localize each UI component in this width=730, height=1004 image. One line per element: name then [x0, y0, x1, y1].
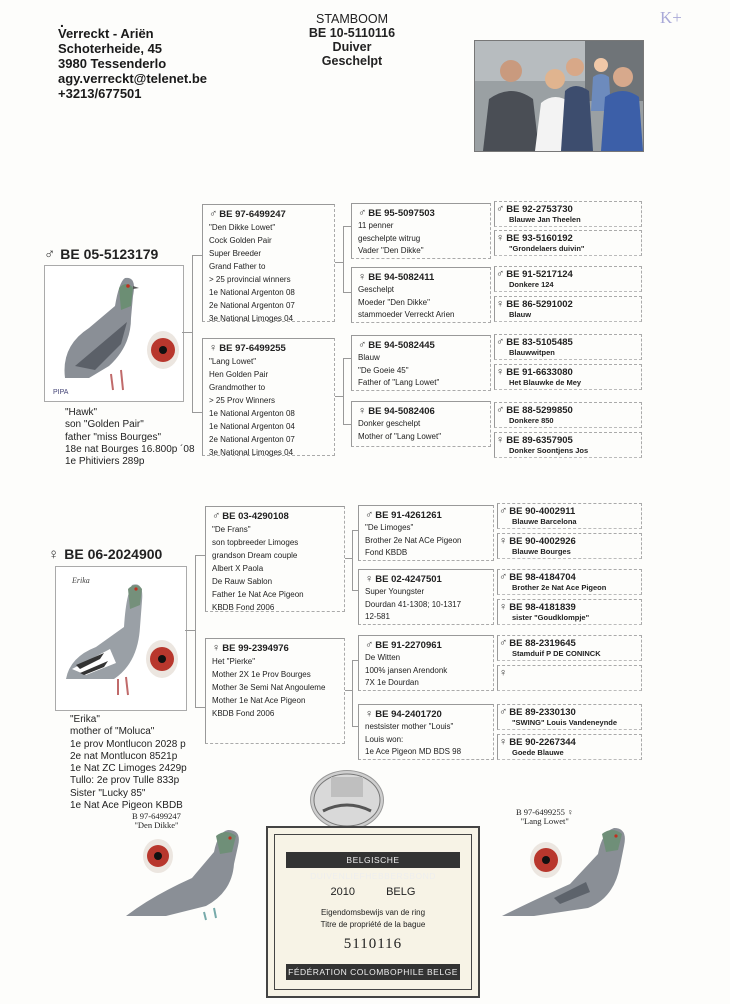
certificate-number: 5110116	[343, 936, 403, 952]
bottom-left-bird	[96, 812, 256, 922]
ring-number: BE 94-2401720	[375, 709, 442, 720]
ring-number: BE 83-5105485	[506, 337, 573, 348]
great-grandparent-box	[497, 599, 642, 625]
detail-line: "Lang Lowet"	[209, 357, 257, 366]
caption-line: 1e Nat ZC Limoges 2429p	[70, 763, 187, 775]
detail-line: Mother of "Lang Lowet"	[358, 431, 442, 441]
caption-line: "Erika"	[70, 714, 100, 725]
detail-line: 1e Ace Pigeon MD BDS 98	[365, 747, 462, 756]
detail-line: De Rauw Sablon	[212, 577, 273, 586]
detail-line: Hen Golden Pair	[209, 370, 269, 379]
detail-line: Mother 2X 1e Prov Bourges	[212, 670, 311, 679]
caption-line: father "miss Bourges"	[65, 431, 162, 443]
family-photo	[474, 40, 644, 152]
pedigree-header	[292, 12, 412, 68]
bottom-right-bird	[494, 808, 654, 922]
detail-line: grandson Dream couple	[212, 551, 298, 560]
detail-line: KBDB Fond 2006	[212, 603, 275, 612]
owner-city: 3980 Tessenderlo	[58, 56, 167, 71]
detail-line: > 25 Prov Winners	[209, 396, 276, 405]
father-caption	[65, 407, 195, 468]
detail-line: 11 penner	[358, 221, 394, 230]
medal-emblem	[310, 770, 384, 830]
male-symbol-icon: ♂	[499, 505, 508, 517]
ring-number: BE 02-4247501	[375, 574, 442, 585]
grandparent-box	[358, 704, 494, 760]
great-grandparent-box	[494, 201, 642, 227]
male-symbol-icon: ♂	[365, 509, 374, 521]
ring-number: BE 86-5291002	[506, 299, 573, 310]
great-grandparent-box	[497, 569, 642, 595]
detail-line: Donker geschelpt	[358, 419, 421, 428]
female-symbol-icon: ♀	[212, 642, 221, 654]
great-grandparent-box	[494, 432, 642, 458]
detail-line: 1e National Argenton 08	[209, 409, 295, 418]
detail-line: Father of "Lang Lowet"	[358, 378, 440, 387]
detail-line: 3e National Limoges 04	[209, 314, 294, 323]
ring-number: BE 98-4184704	[509, 572, 576, 583]
detail-line: Donkere 124	[509, 280, 554, 289]
great-grandparent-box	[497, 635, 642, 661]
detail-line: geschelpte witrug	[358, 233, 421, 243]
detail-line: Brother 2e Nat Ace Pigeon	[512, 583, 607, 592]
ring-number: BE 89-6357905	[506, 435, 573, 446]
ring-number: BE 97-6499255	[219, 343, 286, 354]
great-grandparent-box	[494, 230, 642, 256]
ring-number: BE 91-2270961	[375, 640, 442, 651]
male-symbol-icon: ♂	[212, 510, 221, 522]
detail-line: Donker Soontjens Jos	[509, 446, 589, 455]
detail-line: Mother 1e Nat Ace Pigeon	[212, 696, 306, 705]
great-grandparent-box	[494, 266, 642, 292]
dam-box	[202, 338, 335, 456]
grandparent-box	[351, 401, 491, 447]
mother-caption	[70, 714, 187, 812]
detail-line: "Grondelaers duivin"	[509, 244, 585, 253]
bird-name-label: "Den Dikke"	[134, 820, 179, 830]
male-symbol-icon: ♂	[499, 571, 508, 583]
detail-line: Brother 2e Nat ACe Pigeon	[365, 535, 462, 545]
detail-line: 7X 1e Dourdan	[365, 678, 419, 687]
ring-number: BE 97-6499247	[219, 209, 286, 220]
detail-line: Cock Golden Pair	[209, 236, 272, 245]
pipa-logo-text: PIPA	[53, 389, 69, 396]
detail-line: 1e National Argenton 08	[209, 288, 295, 297]
connector-line	[343, 292, 351, 293]
header-ring: BE 10-5110116	[308, 26, 396, 40]
detail-line: 1e National Argenton 04	[209, 422, 295, 431]
male-symbol-icon: ♂	[44, 246, 56, 263]
detail-line: Blauwe Jan Theelen	[509, 215, 581, 224]
father-photo	[44, 265, 184, 402]
female-symbol-icon: ♀	[48, 546, 60, 563]
owner-phone: +3213/677501	[58, 86, 142, 101]
connector-line	[343, 358, 344, 424]
ring-number: BE 03-4290108	[222, 511, 289, 522]
detail-line: Donkere 850	[509, 416, 554, 425]
detail-line: 12-581	[365, 612, 390, 621]
connector-line	[195, 555, 205, 556]
male-symbol-icon: ♂	[365, 639, 374, 651]
detail-line: Grand Father to	[209, 262, 266, 271]
male-symbol-icon: ♂	[496, 203, 505, 215]
grandparent-box	[351, 335, 491, 391]
detail-line: son topbreeder Limoges	[212, 538, 299, 547]
photo-name-text: Erika	[72, 576, 90, 585]
caption-line: "Hawk"	[65, 407, 98, 418]
connector-line	[192, 255, 202, 256]
great-grandparent-box	[497, 704, 642, 730]
connector-line	[352, 660, 353, 726]
ring-number: BE 95-5097503	[368, 208, 435, 219]
connector-line	[192, 412, 202, 413]
ring-number: BE 94-5082445	[368, 340, 435, 351]
detail-line: Geschelpt	[358, 285, 395, 294]
ring-number: BE 90-2267344	[509, 737, 576, 748]
certificate-line-fr: Titre de propriété de la bague	[320, 920, 426, 929]
female-symbol-icon: ♀	[499, 601, 508, 613]
connector-line	[345, 690, 352, 691]
connector-line	[195, 707, 205, 708]
sire-box	[202, 204, 335, 322]
male-symbol-icon: ♂	[496, 404, 505, 416]
female-symbol-icon: ♀	[499, 667, 508, 679]
caption-line: Sister "Lucky 85"	[70, 787, 146, 799]
detail-line: Blauwe Bourges	[512, 547, 571, 556]
detail-line: sister "Goudklompje"	[512, 613, 590, 622]
female-symbol-icon: ♀	[358, 405, 367, 417]
detail-line: 2e National Argenton 07	[209, 435, 295, 444]
detail-line: "Den Dikke Lowet"	[209, 223, 276, 232]
father-ring: BE 05-5123179	[60, 246, 159, 262]
detail-line: KBDB Fond 2006	[212, 709, 275, 718]
caption-line: 18e nat Bourges 16.800p ´08	[65, 443, 195, 455]
owner-street: Schoterheide, 45	[58, 41, 163, 56]
detail-line: Louis won:	[365, 734, 404, 744]
connector-line	[335, 262, 343, 263]
header-color: Geschelpt	[321, 54, 383, 68]
ring-number: BE 88-5299850	[506, 405, 573, 416]
detail-line: Super Youngster	[365, 587, 425, 596]
sire-box	[205, 506, 345, 612]
great-grandparent-box	[497, 503, 642, 529]
female-symbol-icon: ♀	[209, 342, 218, 354]
connector-line	[182, 332, 192, 333]
detail-line: "SWING" Louis Vandeneynde	[512, 718, 618, 727]
detail-line: Dourdan 41-1308; 10-1317	[365, 599, 462, 609]
owner-block	[58, 14, 208, 101]
male-symbol-icon: ♂	[358, 207, 367, 219]
bullet-dot: .	[60, 14, 64, 30]
great-grandparent-box	[497, 665, 642, 691]
female-symbol-icon: ♀	[496, 298, 505, 310]
certificate-org-fr: FÉDÉRATION COLOMBOPHILE BELGE	[286, 964, 460, 980]
detail-line: Blauw	[509, 310, 532, 319]
ring-number: BE 94-5082406	[368, 406, 435, 417]
detail-line: Blauwwitpen	[509, 348, 555, 357]
header-title: STAMBOOM	[316, 12, 388, 26]
detail-line: stammoeder Verreckt Arien	[358, 310, 455, 319]
bird-name-label: "Lang Lowet"	[520, 816, 569, 826]
ring-number: BE 88-2319645	[509, 638, 576, 649]
ring-number: BE 91-6633080	[506, 367, 573, 378]
caption-line: Tullo: 2e prov Tulle 833p	[70, 775, 180, 787]
header-sex: Duiver	[332, 40, 372, 54]
detail-line: Blauw	[358, 353, 380, 362]
detail-line: Albert X Paola	[212, 564, 264, 573]
caption-line: son "Golden Pair"	[65, 419, 144, 431]
female-symbol-icon: ♀	[499, 736, 508, 748]
detail-line: Stamduif P DE CONINCK	[512, 649, 601, 658]
ring-number: BE 90-4002926	[509, 536, 576, 547]
detail-line: Super Breeder	[209, 249, 262, 258]
handwritten-mark: K+	[660, 8, 682, 27]
dam-box	[205, 638, 345, 744]
detail-line: 3e National Limoges 04	[209, 448, 294, 457]
great-grandparent-box	[494, 364, 642, 390]
ring-number: BE 90-4002911	[509, 506, 576, 517]
detail-line: Het Blauwke de Mey	[509, 378, 582, 387]
connector-line	[195, 555, 196, 707]
connector-line	[352, 530, 353, 590]
ring-certificate	[266, 826, 480, 998]
detail-line: "De Frans"	[212, 525, 251, 534]
ring-number: BE 94-5082411	[368, 272, 435, 283]
caption-line: mother of "Moluca"	[70, 726, 155, 738]
male-symbol-icon: ♂	[499, 706, 508, 718]
caption-line: 1e Phitiviers 289p	[65, 456, 145, 468]
ring-number: BE 89-2330130	[509, 707, 576, 718]
detail-line: Father 1e Nat Ace Pigeon	[212, 590, 304, 599]
connector-line	[192, 255, 193, 412]
mother-ring: BE 06-2024900	[64, 546, 163, 562]
detail-line: 100% jansen Arendonk	[365, 665, 448, 675]
certificate-year: 2010	[330, 886, 356, 898]
great-grandparent-box	[497, 734, 642, 760]
ring-number: BE 99-2394976	[222, 643, 289, 654]
connector-line	[343, 424, 351, 425]
detail-line: "De Limoges"	[365, 523, 414, 532]
bird-ring-label: B 97-6499247	[132, 811, 181, 821]
detail-line: Blauwe Barcelona	[512, 517, 577, 526]
connector-line	[343, 358, 351, 359]
bird-ring-label: B 97-6499255	[516, 807, 565, 817]
detail-line: Mother 3e Semi Nat Angouleme	[212, 683, 326, 692]
ring-number: BE 93-5160192	[506, 233, 573, 244]
great-grandparent-box	[497, 533, 642, 559]
grandparent-box	[358, 635, 494, 691]
father-ring-heading	[44, 246, 158, 263]
connector-line	[185, 630, 195, 631]
female-symbol-icon: ♀	[499, 535, 508, 547]
ring-number: BE 91-4261261	[375, 510, 442, 521]
connector-line	[335, 396, 343, 397]
female-symbol-icon: ♀	[496, 434, 505, 446]
ring-number: BE 91-5217124	[506, 269, 573, 280]
mother-photo	[55, 566, 187, 711]
female-symbol-icon: ♀	[365, 708, 374, 720]
detail-line: Goede Blauwe	[512, 748, 564, 757]
great-grandparent-box	[494, 296, 642, 322]
certificate-org-nl: BELGISCHE DUIVENLIEFHEBBERSBOND	[286, 852, 460, 868]
connector-line	[345, 558, 352, 559]
female-symbol-icon: ♀	[496, 232, 505, 244]
owner-name: Verreckt - Ariën	[58, 26, 154, 41]
caption-line: 1e prov Montlucon 2028 p	[70, 738, 186, 750]
certificate-year-row	[268, 886, 478, 898]
female-symbol-icon: ♀	[496, 366, 505, 378]
ring-number: BE 92-2753730	[506, 204, 573, 215]
detail-line: Vader "Den Dikke"	[358, 246, 424, 255]
male-symbol-icon: ♂	[499, 637, 508, 649]
certificate-line-nl: Eigendomsbewijs van de ring	[320, 908, 426, 917]
male-symbol-icon: ♂	[358, 339, 367, 351]
ring-number: BE 98-4181839	[509, 602, 576, 613]
male-symbol-icon: ♂	[496, 268, 505, 280]
mother-ring-heading	[48, 546, 162, 563]
certificate-country: BELG	[386, 886, 416, 898]
connector-line	[343, 226, 344, 292]
caption-line: 1e Nat Ace Pigeon KBDB	[70, 800, 183, 812]
detail-line: Het "Pierke"	[212, 657, 256, 666]
grandparent-box	[351, 203, 491, 259]
detail-line: De Witten	[365, 653, 401, 662]
detail-line: Moeder "Den Dikke"	[358, 297, 430, 307]
female-symbol-icon: ♀	[567, 807, 574, 817]
detail-line: 2e National Argenton 07	[209, 301, 295, 310]
caption-line: 2e nat Montlucon 8521p	[70, 750, 178, 762]
owner-email: agy.verreckt@telenet.be	[58, 71, 208, 86]
female-symbol-icon: ♀	[365, 573, 374, 585]
great-grandparent-box	[494, 334, 642, 360]
great-grandparent-box	[494, 402, 642, 428]
female-symbol-icon: ♀	[358, 271, 367, 283]
detail-line: > 25 provincial winners	[209, 275, 291, 284]
grandparent-box	[351, 267, 491, 323]
grandparent-box	[358, 505, 494, 561]
detail-line: "De Goeie 45"	[358, 365, 409, 375]
detail-line: Grandmother to	[209, 383, 266, 392]
grandparent-box	[358, 569, 494, 625]
detail-line: Fond KBDB	[365, 548, 408, 557]
connector-line	[343, 226, 351, 227]
detail-line: nestsister mother "Louis"	[365, 722, 454, 731]
male-symbol-icon: ♂	[209, 208, 218, 220]
male-symbol-icon: ♂	[496, 336, 505, 348]
